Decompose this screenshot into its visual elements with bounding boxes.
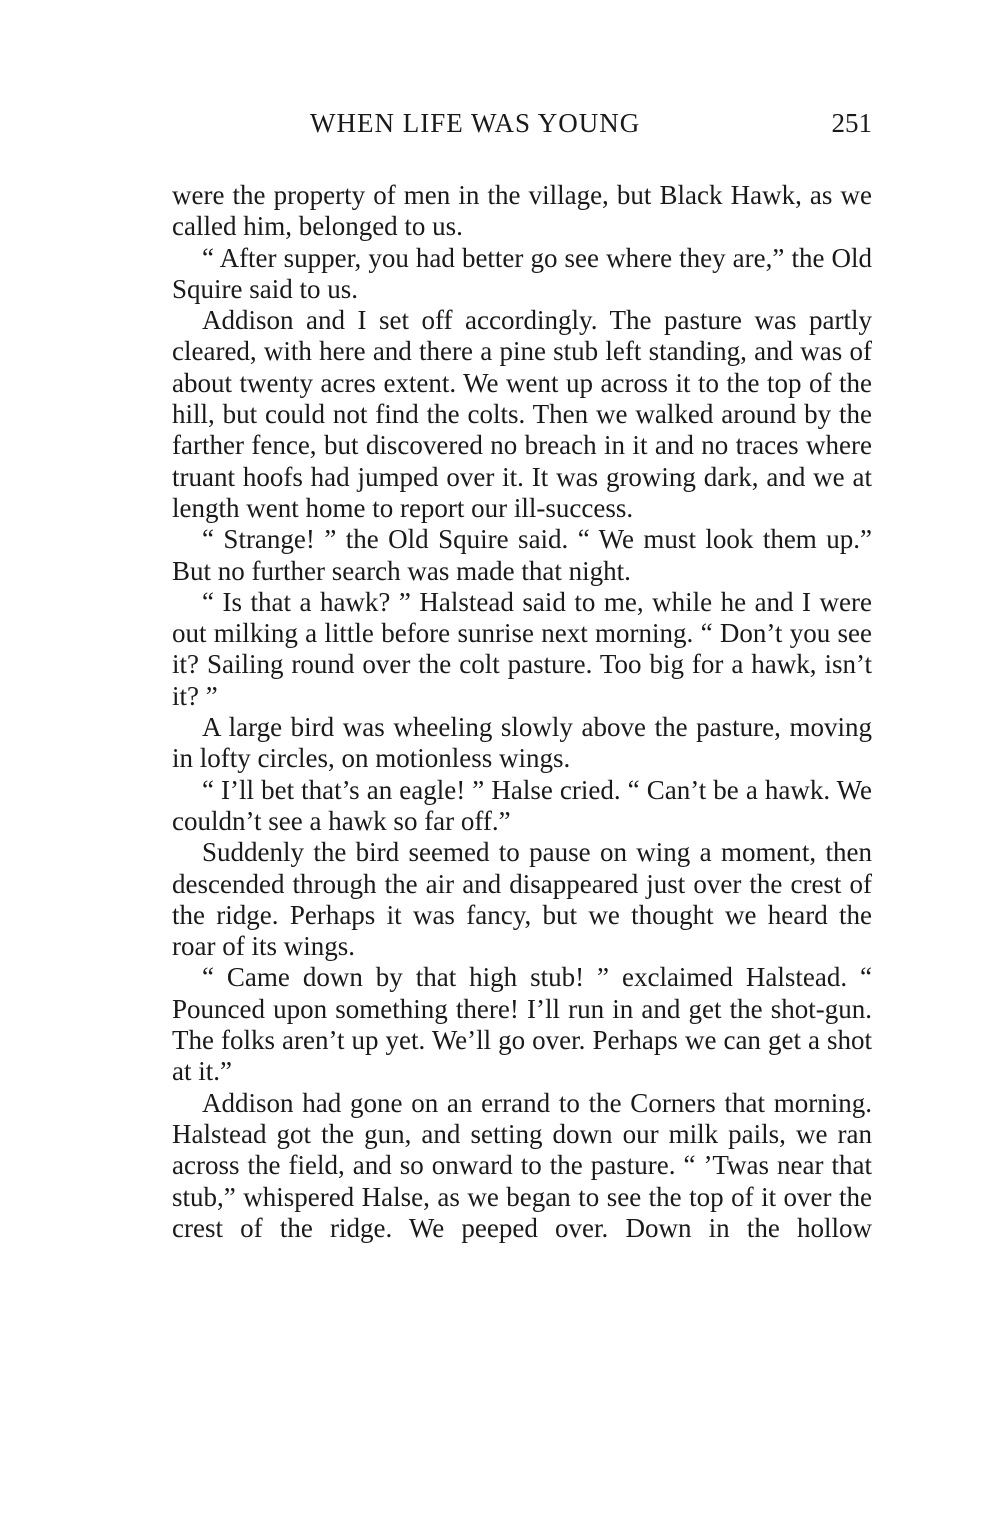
- paragraph: Suddenly the bird seemed to pause on wing a moment, then descended through the air and disappeared just over the crest of the ridge. Perhaps it was fancy, but we thought we heard the roar of its wings.: [172, 837, 872, 962]
- paragraph: “ Came down by that high stub! ” exclaimed Halstead. “ Pounced upon something there! I’ll run in and get the shot-gun. The folks aren’t up yet. We’ll go over. Perhaps we can get a shot at it.”: [172, 962, 872, 1087]
- page-number: 251: [831, 108, 872, 138]
- paragraph: were the property of men in the village, but Black Hawk, as we called him, belonged to us.: [172, 180, 872, 242]
- paragraph: “ After supper, you had better go see where they are,” the Old Squire said to us.: [172, 242, 872, 304]
- paragraph: “ Strange! ” the Old Squire said. “ We must look them up.” But no further search was made that night.: [172, 524, 872, 586]
- running-head: [172, 108, 872, 148]
- body-text: [172, 180, 872, 1244]
- running-title: WHEN LIFE WAS YOUNG: [310, 108, 641, 138]
- paragraph: Addison had gone on an errand to the Corners that morning. Halstead got the gun, and setting down our milk pails, we ran across the field, and so onward to the pasture. “ ’Twas near that stub,” whispered Halse, as we began to see the top of it over the crest of the ridge. We peeped over. Down in the hollow: [172, 1087, 872, 1243]
- paragraph: A large bird was wheeling slowly above the pasture, moving in lofty circles, on motionless wings.: [172, 712, 872, 774]
- paragraph: “ I’ll bet that’s an eagle! ” Halse cried. “ Can’t be a hawk. We couldn’t see a hawk so far off.”: [172, 774, 872, 836]
- paragraph: Addison and I set off accordingly. The pasture was partly cleared, with here and there a pine stub left standing, and was of about twenty acres extent. We went up across it to the top of the hill, but could not find the colts. Then we walked around by the farther fence, but discovered no breach in it and no traces where truant hoofs had jumped over it. It was growing dark, and we at length went home to report our ill-success.: [172, 305, 872, 523]
- paragraph: “ Is that a hawk? ” Halstead said to me, while he and I were out milking a little before sunrise next morning. “ Don’t you see it? Sailing round over the colt pasture. Too big for a hawk, isn’t it? ”: [172, 586, 872, 711]
